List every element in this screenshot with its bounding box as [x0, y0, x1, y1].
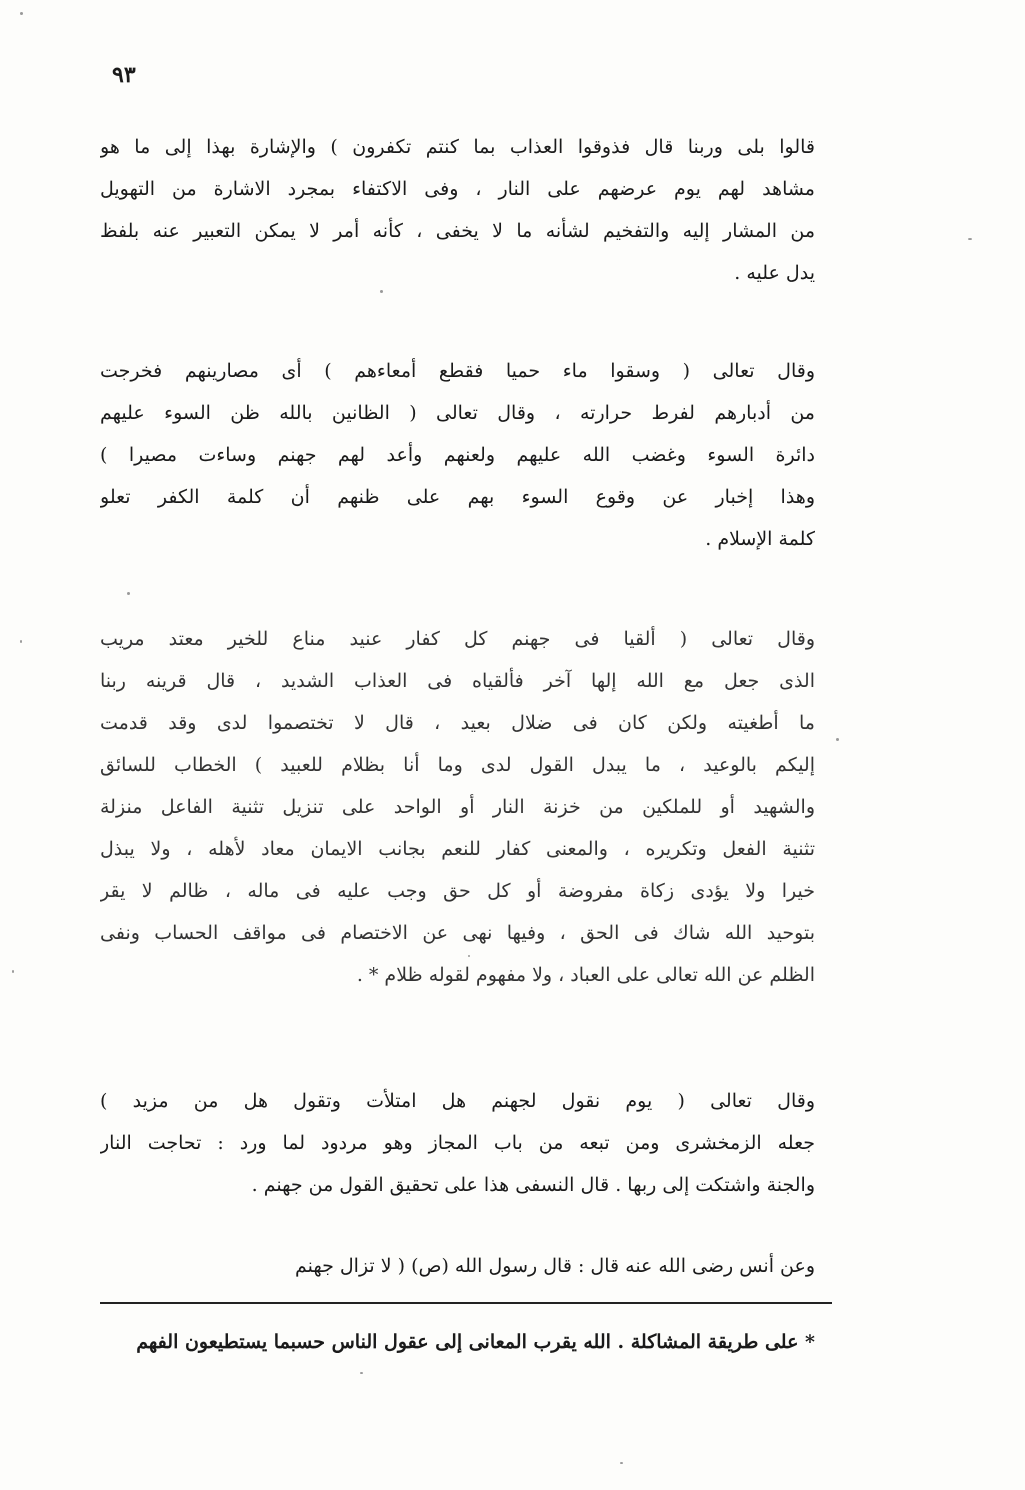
- text-line: الذى جعل مع الله إلها آخر فألقياه فى العذاب الشديد ، قال قرينه ربنا: [100, 670, 815, 692]
- footnote: * على طريقة المشاكلة . الله يقرب المعانى إلى عقول الناس حسبما يستطيعون الفهم: [136, 1331, 815, 1353]
- text-line: قالوا بلى وربنا قال فذوقوا العذاب بما كنتم تكفرون ) والإشارة بهذا إلى ما هو: [100, 136, 815, 158]
- footnote-divider: [100, 1302, 832, 1304]
- text-line: مشاهد لهم يوم عرضهم على النار ، وفى الاكتفاء بمجرد الاشارة من التهويل: [100, 178, 815, 200]
- text-line: يدل عليه .: [734, 262, 815, 284]
- scan-speck: [12, 970, 14, 973]
- text-line: كلمة الإسلام .: [705, 528, 815, 550]
- text-line: وقال تعالى ( ألقيا فى جهنم كل كفار عنيد مناع للخير معتد مريب: [100, 628, 815, 650]
- text-line: الظلم عن الله تعالى على العباد ، ولا مفهوم لقوله ظلام * .: [356, 964, 815, 986]
- scan-speck: [127, 592, 130, 595]
- text-line: دائرة السوء وغضب الله عليهم ولعنهم وأعد لهم جهنم وساءت مصيرا ): [100, 444, 815, 466]
- text-line: وعن أنس رضى الله عنه قال : قال رسول الله (ص) ( لا تزال جهنم: [294, 1255, 815, 1277]
- text-line: والشهيد أو للملكين من خزنة النار أو الواحد على تنزيل تثنية الفاعل منزلة: [100, 796, 815, 818]
- scan-speck: [620, 1462, 623, 1464]
- text-line: من المشار إليه والتفخيم لشأنه ما لا يخفى ، كأنه أمر لا يمكن التعبير عنه بلفظ: [100, 220, 815, 242]
- text-line: من أدبارهم لفرط حرارته ، وقال تعالى ( الظانين بالله ظن السوء عليهم: [100, 402, 815, 424]
- text-line: وهذا إخبار عن وقوع السوء بهم على ظنهم أن كلمة الكفر تعلو: [100, 486, 815, 508]
- text-line: ما أطغيته ولكن كان فى ضلال بعيد ، قال لا تختصموا لدى وقد قدمت: [100, 712, 815, 734]
- text-line: والجنة واشتكت إلى ربها . قال النسفى هذا على تحقيق القول من جهنم .: [251, 1174, 815, 1196]
- text-line: جعله الزمخشرى ومن تبعه من باب المجاز وهو مردود لما ورد : تحاجت النار: [100, 1132, 815, 1154]
- scan-speck: [20, 12, 23, 15]
- scan-speck: [968, 238, 972, 240]
- scan-speck: [20, 640, 22, 643]
- scan-speck: [836, 738, 839, 741]
- text-line: وقال تعالى ( يوم نقول لجهنم هل امتلأت وتقول هل من مزيد ): [100, 1090, 815, 1112]
- scan-speck: [380, 290, 383, 293]
- text-line: بتوحيد الله شاك فى الحق ، وفيها نهى عن الاختصام فى مواقف الحساب ونفى: [100, 922, 815, 944]
- paragraph: [100, 618, 815, 996]
- text-line: خيرا ولا يؤدى زكاة مفروضة أو كل حق وجب عليه فى ماله ، ظالم لا يقر: [100, 880, 815, 902]
- text-line: إليكم بالوعيد ، ما يبدل القول لدى وما أنا بظلام للعبيد ) الخطاب للسائق: [100, 754, 815, 776]
- paragraph: [100, 350, 815, 560]
- text-line: وقال تعالى ( وسقوا ماء حميا فقطع أمعاءهم ) أى مصارينهم فخرجت: [100, 360, 815, 382]
- scan-speck: [468, 955, 470, 957]
- paragraph: [100, 1080, 815, 1206]
- scan-speck: [360, 1372, 363, 1374]
- page-number: ٩٣: [112, 62, 136, 88]
- paragraph: [100, 1245, 815, 1287]
- paragraph: [100, 126, 815, 294]
- text-line: تثنية الفعل وتكريره ، والمعنى كفار للنعم بجانب الايمان معاد لأهله ، ولا يبذل: [100, 838, 815, 860]
